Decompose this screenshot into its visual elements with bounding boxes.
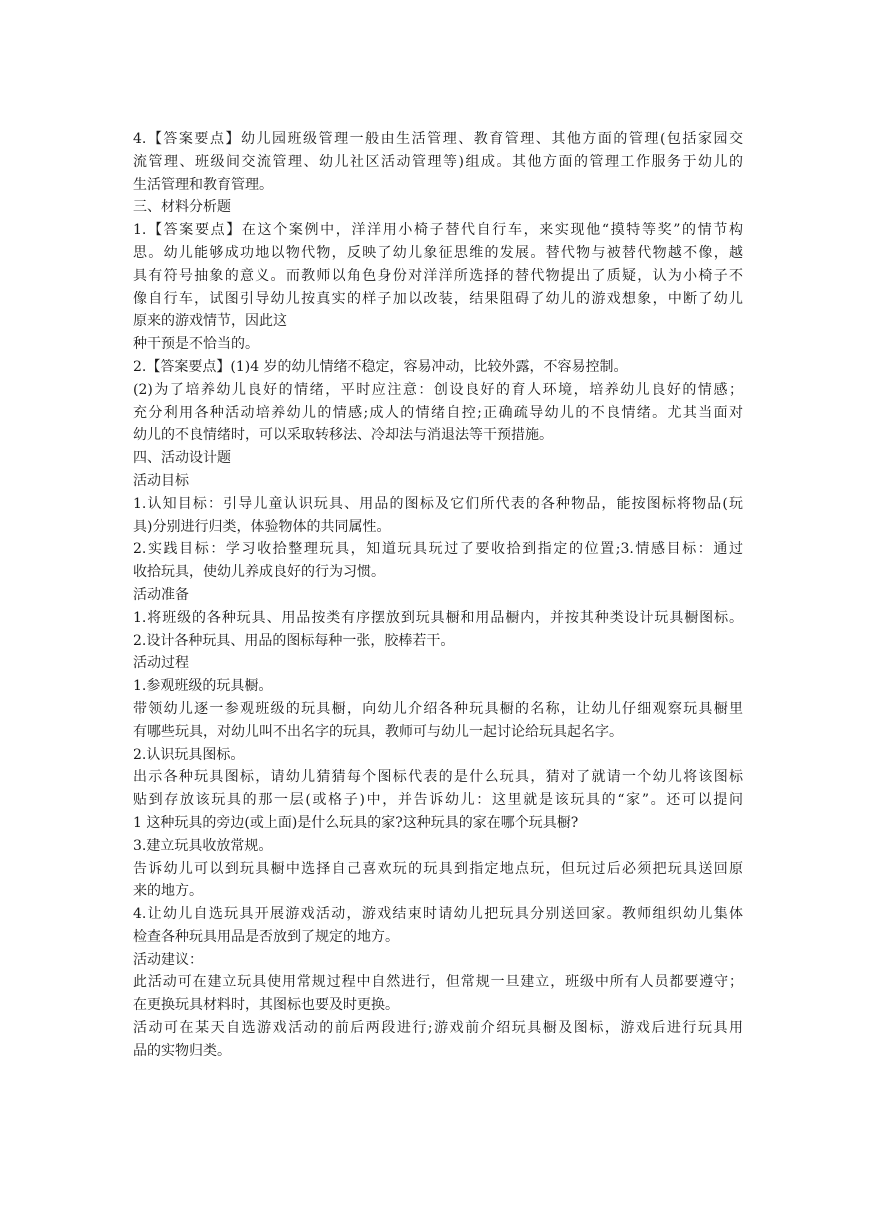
text-line: (2)为了培养幼儿良好的情绪，平时应注意：创设良好的育人环境，培养幼儿良好的情感；: [133, 381, 743, 398]
text-line: 2.实践目标：学习收拾整理玩具，知道玩具玩过了要收拾到指定的位置;3.情感目标：通过: [133, 541, 743, 558]
text-line: 种干预是不恰当的。: [133, 336, 259, 353]
text-line: 2.认识玩具图标。: [133, 746, 245, 763]
text-line: 2.【答案要点】(1)4 岁的幼儿情绪不稳定，容易冲动，比较外露，不容易控制。: [133, 358, 628, 375]
text-line: 此活动可在建立玩具使用常规过程中自然进行，但常规一旦建立，班级中所有人员都要遵守；: [133, 974, 743, 991]
text-line: 来的地方。: [133, 883, 203, 900]
text-line: 三、材料分析题: [133, 199, 231, 216]
text-line: 在更换玩具材料时，其图标也要及时更换。: [133, 997, 399, 1014]
document-page: [133, 128, 743, 1063]
text-line: 1.参观班级的玩具橱。: [133, 678, 273, 695]
text-line: 品的实物归类。: [133, 1042, 231, 1059]
text-line: 4.【答案要点】幼儿园班级管理一般由生活管理、教育管理、其他方面的管理(包括家园交: [133, 131, 743, 147]
text-line: 检查各种玩具用品是否放到了规定的地方。: [133, 928, 399, 945]
text-line: 告诉幼儿可以到玩具橱中选择自己喜欢玩的玩具到指定地点玩，但玩过后必须把玩具送回原: [133, 860, 743, 877]
text-line: 带领幼儿逐一参观班级的玩具橱，向幼儿介绍各种玩具橱的名称，让幼儿仔细观察玩具橱里: [133, 700, 743, 717]
text-line: 充分利用各种活动培养幼儿的情感;成人的情绪自控;正确疏导幼儿的不良情绪。尤其当面对: [133, 404, 743, 421]
text-line: 收拾玩具，使幼儿养成良好的行为习惯。: [133, 564, 385, 581]
text-line: 活动过程: [133, 655, 189, 672]
text-line: 流管理、班级间交流管理、幼儿社区活动管理等)组成。其他方面的管理工作服务于幼儿的: [133, 153, 743, 170]
text-line: 具有符号抽象的意义。而教师以角色身份对洋洋所选择的替代物提出了质疑，认为小椅子不: [133, 267, 743, 284]
text-line: 贴到存放该玩具的那一层(或格子)中，并告诉幼儿：这里就是该玩具的“家”。还可以提问: [133, 792, 743, 809]
text-line: 1.【答案要点】在这个案例中，洋洋用小椅子替代自行车，来实现他“摸特等奖”的情节构: [133, 222, 743, 239]
text-line: 生活管理和教育管理。: [133, 176, 273, 193]
text-line: 有哪些玩具，对幼儿叫不出名字的玩具，教师可与幼儿一起讨论给玩具起名字。: [133, 723, 623, 740]
text-line: 原来的游戏情节，因此这: [133, 313, 287, 330]
text-line: 3.建立玩具收放常规。: [133, 837, 273, 854]
text-line: 活动目标: [133, 472, 189, 489]
text-line: 1.认知目标：引导儿童认识玩具、用品的图标及它们所代表的各种物品，能按图标将物品(玩: [133, 495, 743, 512]
text-line: 4.让幼儿自选玩具开展游戏活动，游戏结束时请幼儿把玩具分别送回家。教师组织幼儿集体: [133, 906, 743, 923]
text-line: 出示各种玩具图标，请幼儿猜猜每个图标代表的是什么玩具，猜对了就请一个幼儿将该图标: [133, 769, 743, 786]
text-line: 活动准备: [133, 586, 189, 603]
text-line: 活动可在某天自选游戏活动的前后两段进行;游戏前介绍玩具橱及图标，游戏后进行玩具用: [133, 1020, 743, 1037]
text-line: 2.设计各种玩具、用品的图标每种一张，胶棒若干。: [133, 632, 455, 649]
text-line: 具)分别进行归类，体验物体的共同属性。: [133, 518, 391, 535]
text-line: 幼儿的不良情绪时，可以采取转移法、冷却法与消退法等干预措施。: [133, 427, 553, 444]
text-line: 四、活动设计题: [133, 450, 231, 467]
text-line: 1.将班级的各种玩具、用品按类有序摆放到玩具橱和用品橱内，并按其种类设计玩具橱图标。: [133, 609, 743, 626]
text-line: 活动建议：: [133, 951, 203, 968]
text-line: 像自行车，试图引导幼儿按真实的样子加以改装，结果阻碍了幼儿的游戏想象，中断了幼儿: [133, 290, 743, 307]
text-line: 思。幼儿能够成功地以物代物，反映了幼儿象征思维的发展。替代物与被替代物越不像，越: [133, 244, 743, 261]
text-line: 1 这种玩具的旁边(或上面)是什么玩具的家?这种玩具的家在哪个玩具橱?: [133, 814, 579, 831]
